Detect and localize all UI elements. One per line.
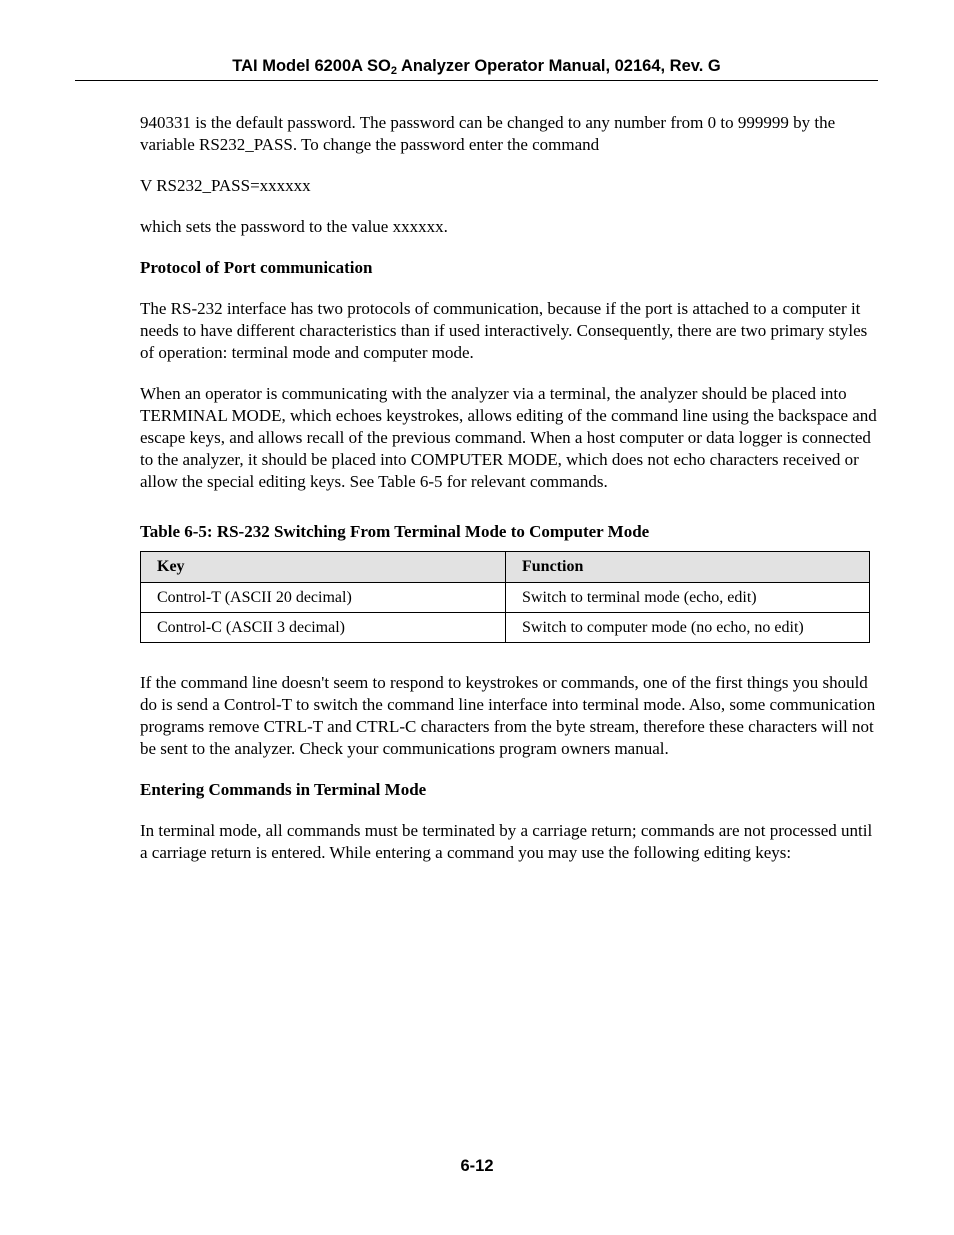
page-body bbox=[140, 112, 880, 883]
table-header-row bbox=[141, 552, 870, 583]
table-caption: Table 6-5: RS-232 Switching From Terminal Mode to Computer Mode bbox=[140, 522, 650, 541]
header-title-start: TAI Model 6200A SO bbox=[232, 57, 391, 75]
password-command: V RS232_PASS=xxxxxx bbox=[140, 176, 311, 195]
protocol-paragraph: The RS-232 interface has two protocols of communication, because if the port is attached to a computer it needs to have different characteristics than if used interactively. Consequently, there are two primary styles of operation: terminal mode and computer mode. bbox=[140, 299, 868, 362]
header-title-end: Analyzer Operator Manual, 02164, Rev. G bbox=[397, 57, 721, 75]
table-cell-function: Switch to computer mode (no echo, no edit) bbox=[506, 613, 870, 643]
header-title-subscript: 2 bbox=[390, 65, 398, 77]
password-paragraph: 940331 is the default password. The password can be changed to any number from 0 to 999999 by the variable RS232_PASS. To change the password enter the command bbox=[140, 113, 836, 154]
table-cell-function: Switch to terminal mode (echo, edit) bbox=[506, 583, 870, 613]
section-heading-protocol: Protocol of Port communication bbox=[140, 258, 373, 277]
modes-paragraph: When an operator is communicating with the analyzer via a terminal, the analyzer should be placed into TERMINAL MODE, which echoes keystrokes, allows editing of the command line using the backspace and escape keys, and allows recall of the previous command. When a host computer or data logger is connected to the analyzer, it should be placed into COMPUTER MODE, which does not echo characters received or allow the special editing keys. See Table 6-5 for relevant commands. bbox=[140, 384, 877, 491]
section-heading-entering-commands: Entering Commands in Terminal Mode bbox=[140, 780, 427, 799]
column-header-key: Key bbox=[141, 552, 506, 583]
table-row bbox=[141, 583, 870, 613]
table-row bbox=[141, 613, 870, 643]
password-result-paragraph: which sets the password to the value xxxxxx. bbox=[140, 217, 448, 236]
running-header bbox=[75, 56, 878, 81]
table-cell-key: Control-T (ASCII 20 decimal) bbox=[141, 583, 506, 613]
table-cell-key: Control-C (ASCII 3 decimal) bbox=[141, 613, 506, 643]
page-number: 6-12 bbox=[460, 1157, 494, 1175]
terminal-mode-paragraph: In terminal mode, all commands must be terminated by a carriage return; commands are not processed until a carriage return is entered. While entering a command you may use the following editing keys: bbox=[140, 821, 873, 862]
troubleshooting-paragraph: If the command line doesn't seem to respond to keystrokes or commands, one of the first things you should do is send a Control-T to switch the command line interface into terminal mode. Also, some communication programs remove CTRL-T and CTRL-C characters from the byte stream, therefore these characters will not be sent to the analyzer. Check your communications program owners manual. bbox=[140, 673, 876, 758]
mode-switch-table bbox=[140, 551, 870, 643]
column-header-function: Function bbox=[506, 552, 870, 583]
